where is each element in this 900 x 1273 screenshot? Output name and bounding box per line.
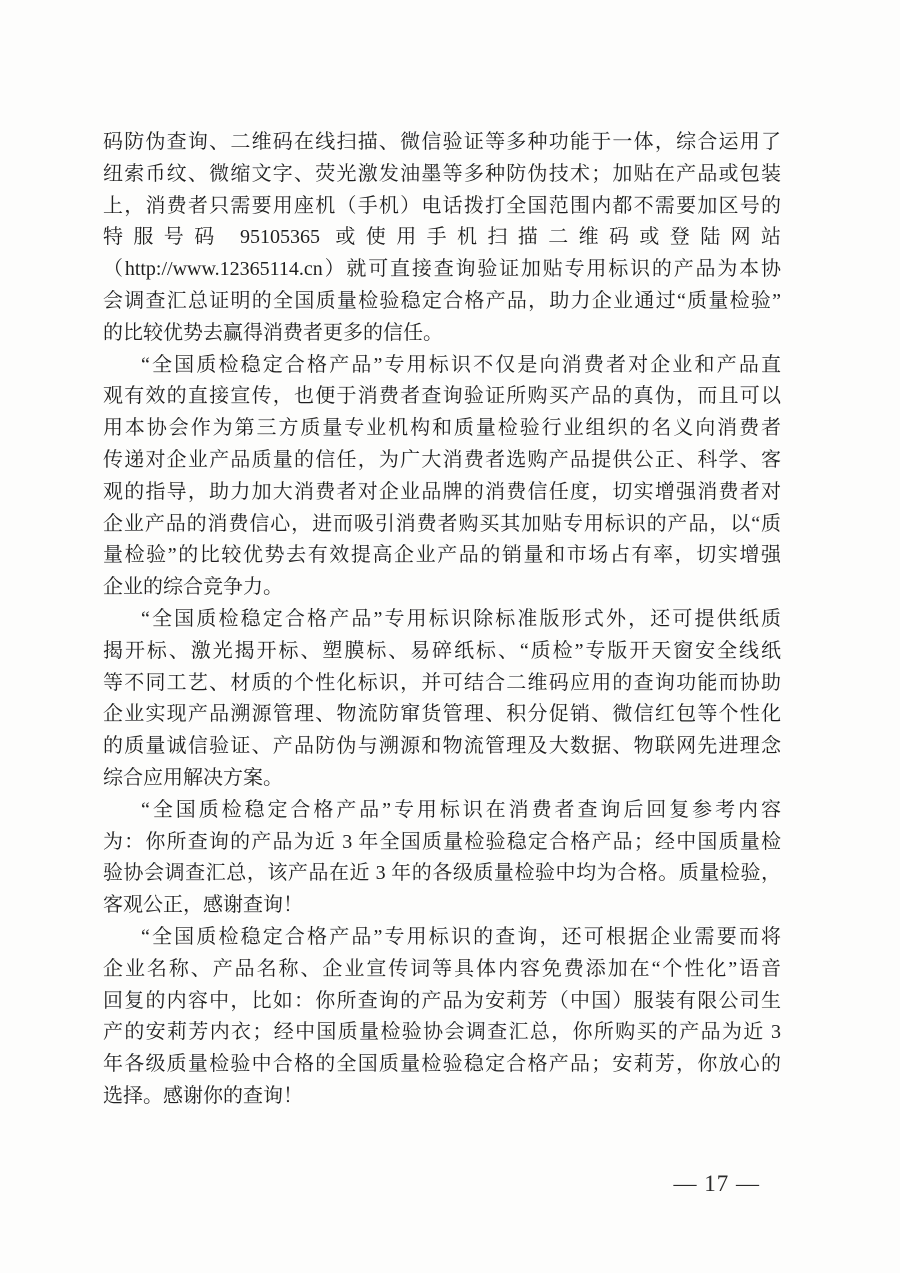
text-line: “全国质检稳定合格产品”专用标识的查询，还可根据企业需要而将 — [141, 925, 781, 948]
text-line: “全国质检稳定合格产品”专用标识除标准版形式外，还可提供纸质 — [141, 607, 781, 630]
text-line: （http://www.12365114.cn）就可直接查询验证加贴专用标识的产品为本协 — [103, 258, 781, 281]
text-line: 验协会调查汇总，该产品在近 3 年的各级质量检验中均为合格。质量检验， — [103, 862, 781, 885]
text-line: 企业名称、产品名称、企业宣传词等具体内容免费添加在“个性化”语音 — [103, 957, 781, 980]
text-line: 的比较优势去赢得消费者更多的信任。 — [103, 321, 443, 344]
paragraph — [103, 350, 781, 604]
text-line: 等不同工艺、材质的个性化标识，并可结合二维码应用的查询功能而协助 — [103, 671, 781, 694]
text-line: 的质量诚信验证、产品防伪与溯源和物流管理及大数据、物联网先进理念 — [103, 735, 781, 758]
text-line: 特服号码 95105365 或使用手机扫描二维码或登陆网站 — [103, 226, 781, 249]
text-line: 为：你所查询的产品为近 3 年全国质量检验稳定合格产品；经中国质量检 — [103, 830, 781, 853]
text-line: 选择。感谢你的查询！ — [103, 1084, 303, 1107]
paragraph — [103, 922, 781, 1113]
text-line: 纽索币纹、微缩文字、荧光激发油墨等多种防伪技术；加贴在产品或包装 — [103, 162, 781, 185]
paragraph — [103, 795, 781, 922]
text-line: 企业实现产品溯源管理、物流防窜货管理、积分促销、微信红包等个性化 — [103, 703, 781, 726]
text-block — [103, 127, 781, 1113]
text-line: 用本协会作为第三方质量专业机构和质量检验行业组织的名义向消费者 — [103, 417, 781, 440]
text-line: 码防伪查询、二维码在线扫描、微信验证等多种功能于一体，综合运用了 — [103, 131, 781, 153]
page-number: — 17 — — [673, 1171, 760, 1196]
text-line: 客观公正，感谢查询！ — [103, 894, 303, 917]
text-line: 企业产品的消费信心，进而吸引消费者购买其加贴专用标识的产品，以“质 — [103, 512, 781, 535]
text-line: 量检验”的比较优势去有效提高企业产品的销量和市场占有率，切实增强 — [103, 544, 781, 567]
text-line: 回复的内容中，比如：你所查询的产品为安莉芳（中国）服装有限公司生 — [103, 989, 781, 1012]
text-line: 会调查汇总证明的全国质量检验稳定合格产品，助力企业通过“质量检验” — [103, 289, 781, 312]
text-line: 传递对企业产品质量的信任，为广大消费者选购产品提供公正、科学、客 — [103, 448, 781, 471]
text-line: 产的安莉芳内衣；经中国质量检验协会调查汇总，你所购买的产品为近 3 — [103, 1021, 781, 1044]
text-line: 观有效的直接宣传，也便于消费者查询验证所购买产品的真伪，而且可以 — [103, 385, 781, 408]
paragraph — [103, 604, 781, 795]
text-line: 上，消费者只需要用座机（手机）电话拨打全国范围内都不需要加区号的 — [103, 194, 781, 217]
text-line: 观的指导，助力加大消费者对企业品牌的消费信任度，切实增强消费者对 — [103, 480, 781, 503]
text-line: “全国质检稳定合格产品”专用标识不仅是向消费者对企业和产品直 — [141, 353, 781, 376]
text-line: 综合应用解决方案。 — [103, 766, 283, 789]
text-line: 揭开标、激光揭开标、塑膜标、易碎纸标、“质检”专版开天窗安全线纸 — [103, 639, 781, 662]
paragraph — [103, 127, 781, 350]
text-line: “全国质检稳定合格产品”专用标识在消费者查询后回复参考内容 — [141, 798, 781, 821]
text-line: 年各级质量检验中合格的全国质量检验稳定合格产品；安莉芳，你放心的 — [103, 1053, 781, 1076]
text-line: 企业的综合竞争力。 — [103, 576, 283, 599]
